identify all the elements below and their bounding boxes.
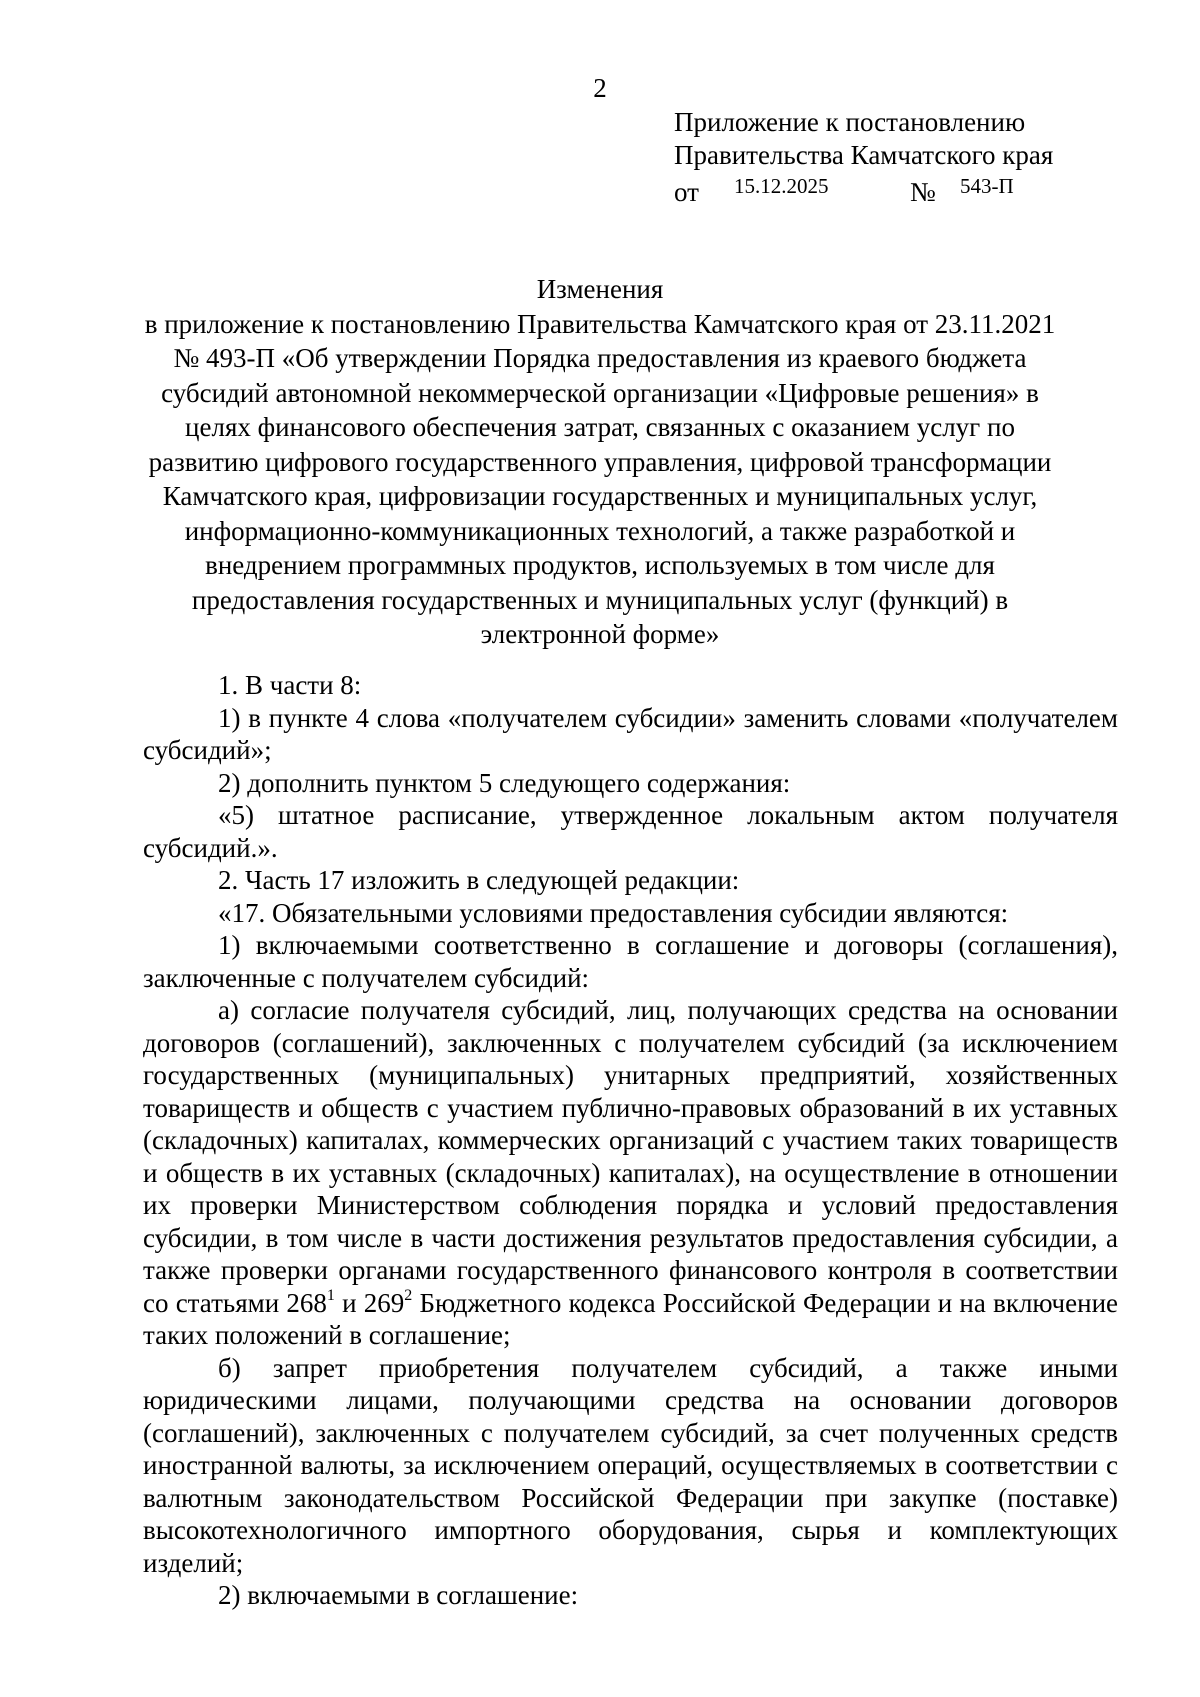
appendix-signature-line (674, 172, 1054, 206)
superscript-2: 2 (404, 1286, 413, 1304)
paragraph-8 (143, 994, 1118, 1352)
paragraph-7: 1) включаемыми соответственно в соглашение и договоры (соглашения), заключенные с получателем субсидий: (143, 930, 1118, 993)
paragraph-9: б) запрет приобретения получателем субсидий, а также иными юридическими лицами, получающими средства на основании договоров (соглашений), заключенных с получателем субсидий, за счет полученных средств иностранной валюты, за исключением операций, осуществляемых в соответствии с валютным законодательством Российской Федерации при закупке (поставке) высокотехнологичного импортного оборудования, сырья и комплектующих изделий; (143, 1352, 1118, 1578)
document-heading (140, 272, 1060, 652)
heading-title: Изменения (536, 274, 664, 304)
paragraph-8-text-3: Бюджетного кодекса Российской Федерации и на включение таких положений в соглашение; (143, 1287, 1119, 1350)
paragraph-8-text-1: а) согласие получателя субсидий, лиц, получающих средства на основании договоров (соглашений), заключенных с получателем субсидий (за исключением государственных (муниципальных) унитарных предприятий, хозяйственных товариществ и обществ с участием публично-правовых образований в их уставных (складочных) капиталах, коммерческих организаций с участием таких товариществ и обществ в их уставных (складочных) капиталах), на осуществление в отношении их проверки Министерством соблюдения порядка и условий предоставления субсидии, в том числе в части достижения результатов предоставления субсидии, а также проверки органами государственного финансового контроля в соответствии со статьями 268 (143, 995, 1118, 1318)
appendix-block (674, 106, 1054, 206)
paragraph-8-text-2: и 269 (334, 1287, 405, 1318)
paragraph-1: 1. В части 8: (218, 670, 362, 700)
paragraph-4: «5) штатное расписание, утвержденное локальным актом получателя субсидий.». (143, 800, 1118, 863)
document-body (143, 669, 1118, 1612)
resolution-number: 543-П (960, 174, 1014, 198)
paragraph-5: 2. Часть 17 изложить в следующей редакции: (218, 865, 740, 895)
page-number: 2 (593, 73, 607, 103)
paragraph-6: «17. Обязательными условиями предоставления субсидии являются: (218, 897, 1009, 928)
paragraph-3: 2) дополнить пунктом 5 следующего содержания: (218, 767, 791, 798)
paragraph-10: 2) включаемыми в соглашение: (218, 1580, 579, 1610)
resolution-date: 15.12.2025 (734, 174, 829, 198)
superscript-1: 1 (326, 1286, 335, 1304)
appendix-line-1: Приложение к постановлению (674, 107, 1026, 137)
heading-subtitle: в приложение к постановлению Правительства Камчатского края от 23.11.2021 № 493-П «Об утверждении Порядка предоставления из краевого бюджета субсидий автономной некоммерческой организации «Цифровые решения» в целях финансового обеспечения затрат, связанных с оказанием услуг по развитию цифрового государственного управления, цифровой трансформации Камчатского края, цифровизации государственных и муниципальных услуг, информационно-коммуникационных технологий, а также разработкой и внедрением программных продуктов, используемых в том числе для предоставления государственных и муниципальных услуг (функций) в электронной форме» (144, 308, 1056, 649)
paragraph-2: 1) в пункте 4 слова «получателем субсидии» заменить словами «получателем субсидий»; (143, 702, 1118, 765)
from-label: от (674, 177, 699, 207)
appendix-line-2: Правительства Камчатского края (674, 140, 1054, 170)
number-label: № (910, 177, 936, 207)
